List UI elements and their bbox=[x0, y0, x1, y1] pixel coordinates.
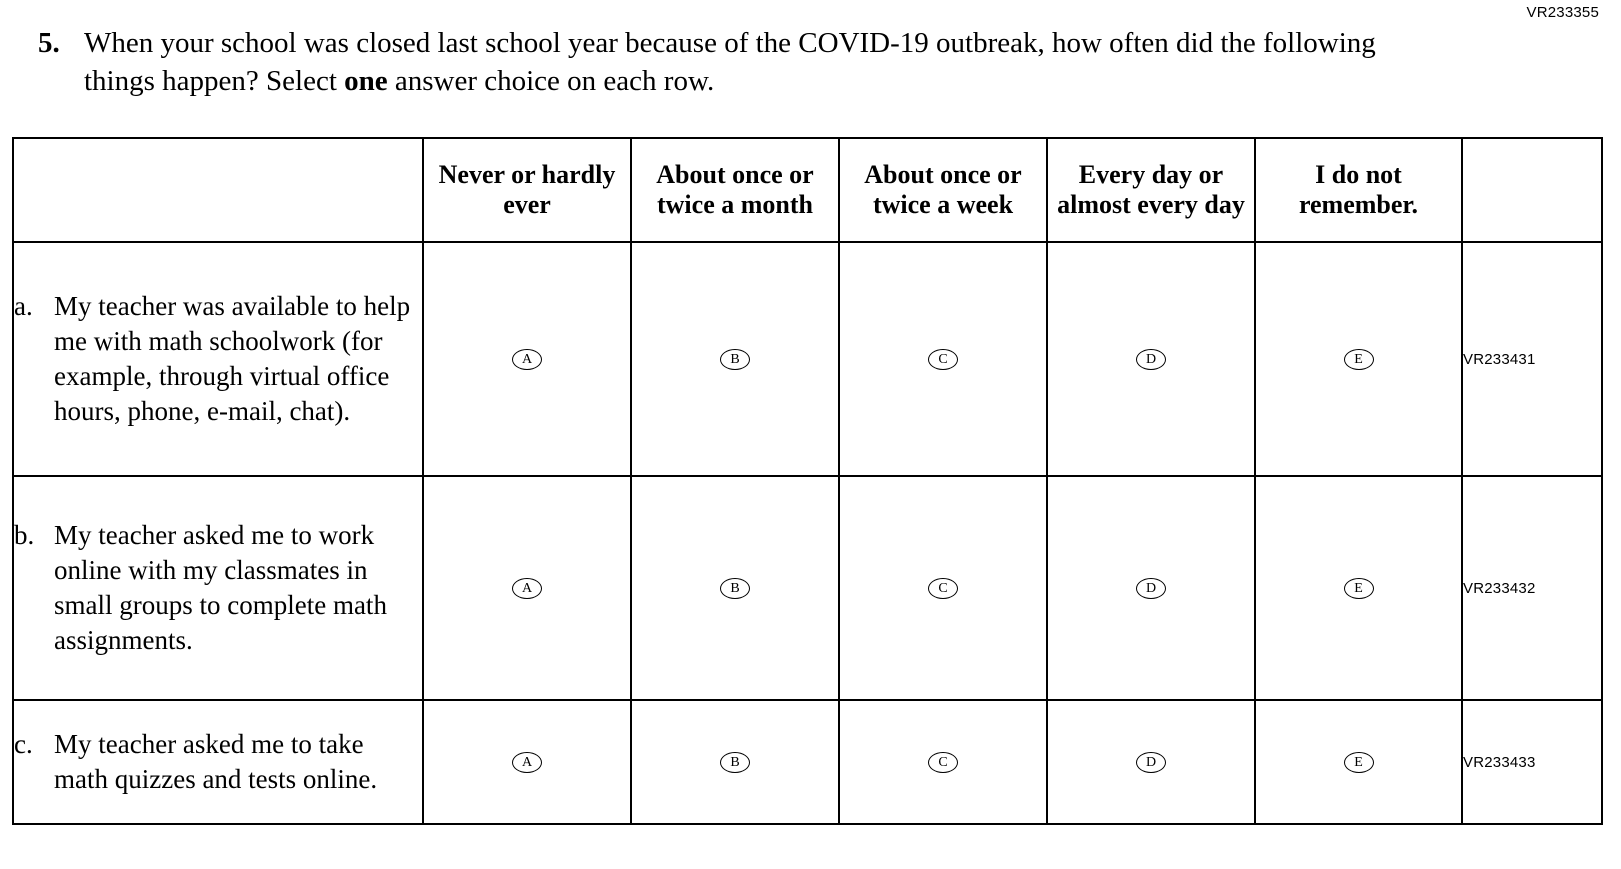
bubble-option-b-E[interactable]: E bbox=[1344, 578, 1374, 599]
bubble-option-a-D[interactable]: D bbox=[1136, 349, 1166, 370]
bubble-option-b-B[interactable]: B bbox=[720, 578, 750, 599]
question-text-part2: answer choice on each row. bbox=[387, 65, 715, 98]
bubble-option-b-A[interactable]: A bbox=[512, 578, 542, 599]
bubble-cell-c4[interactable] bbox=[1047, 700, 1255, 824]
row-stem-a bbox=[13, 242, 423, 476]
table-row bbox=[13, 700, 1602, 824]
row-stem-c bbox=[13, 700, 423, 824]
bubble-option-c-B[interactable]: B bbox=[720, 752, 750, 773]
header-option-4: Every day or almost every day bbox=[1047, 138, 1255, 242]
header-option-5: I do not remember. bbox=[1255, 138, 1462, 242]
bubble-cell-a3[interactable] bbox=[839, 242, 1047, 476]
table-row bbox=[13, 476, 1602, 700]
table-header-row bbox=[13, 138, 1602, 242]
bubble-cell-c5[interactable] bbox=[1255, 700, 1462, 824]
table-header bbox=[13, 138, 1602, 242]
bubble-option-a-E[interactable]: E bbox=[1344, 349, 1374, 370]
table-row bbox=[13, 242, 1602, 476]
row-stem-b bbox=[13, 476, 423, 700]
bubble-cell-c2[interactable] bbox=[631, 700, 839, 824]
bubble-cell-b2[interactable] bbox=[631, 476, 839, 700]
response-matrix-table bbox=[12, 137, 1603, 825]
row-code-b: VR233432 bbox=[1462, 476, 1602, 700]
bubble-option-a-C[interactable]: C bbox=[928, 349, 958, 370]
question-number: 5. bbox=[38, 27, 60, 59]
row-code-c: VR233433 bbox=[1462, 700, 1602, 824]
row-text-a: My teacher was available to help me with math schoolwork (for example, through virtual office hours, phone, e-mail, chat). bbox=[54, 290, 411, 427]
question-text-emphasis: one bbox=[344, 65, 388, 98]
table-body bbox=[13, 242, 1602, 824]
bubble-cell-c1[interactable] bbox=[423, 700, 631, 824]
row-letter-c: c. bbox=[14, 728, 33, 759]
row-code-a: VR233431 bbox=[1462, 242, 1602, 476]
header-code-blank bbox=[1462, 138, 1602, 242]
question-stem bbox=[36, 24, 1501, 101]
bubble-cell-a2[interactable] bbox=[631, 242, 839, 476]
question-text-part1: When your school was closed last school year because of the COVID-19 outbreak, how often did the following things happen? Select bbox=[84, 27, 1376, 98]
bubble-cell-a1[interactable] bbox=[423, 242, 631, 476]
header-option-1: Never or hardly ever bbox=[423, 138, 631, 242]
bubble-cell-b5[interactable] bbox=[1255, 476, 1462, 700]
bubble-option-b-C[interactable]: C bbox=[928, 578, 958, 599]
bubble-option-a-B[interactable]: B bbox=[720, 349, 750, 370]
row-letter-a: a. bbox=[14, 290, 33, 321]
bubble-option-c-A[interactable]: A bbox=[512, 752, 542, 773]
question-text bbox=[84, 24, 1384, 101]
bubble-option-b-D[interactable]: D bbox=[1136, 578, 1166, 599]
row-letter-b: b. bbox=[14, 519, 35, 550]
bubble-option-c-C[interactable]: C bbox=[928, 752, 958, 773]
page-code: VR233355 bbox=[1526, 4, 1599, 21]
bubble-cell-c3[interactable] bbox=[839, 700, 1047, 824]
bubble-option-c-E[interactable]: E bbox=[1344, 752, 1374, 773]
bubble-option-c-D[interactable]: D bbox=[1136, 752, 1166, 773]
header-option-2: About once or twice a month bbox=[631, 138, 839, 242]
bubble-cell-b1[interactable] bbox=[423, 476, 631, 700]
row-text-b: My teacher asked me to work online with my classmates in small groups to complete math assignments. bbox=[54, 519, 387, 656]
bubble-cell-b3[interactable] bbox=[839, 476, 1047, 700]
header-option-3: About once or twice a week bbox=[839, 138, 1047, 242]
header-stem-blank bbox=[13, 138, 423, 242]
bubble-cell-a4[interactable] bbox=[1047, 242, 1255, 476]
row-text-c: My teacher asked me to take math quizzes and tests online. bbox=[54, 728, 378, 794]
bubble-cell-a5[interactable] bbox=[1255, 242, 1462, 476]
bubble-cell-b4[interactable] bbox=[1047, 476, 1255, 700]
bubble-option-a-A[interactable]: A bbox=[512, 349, 542, 370]
